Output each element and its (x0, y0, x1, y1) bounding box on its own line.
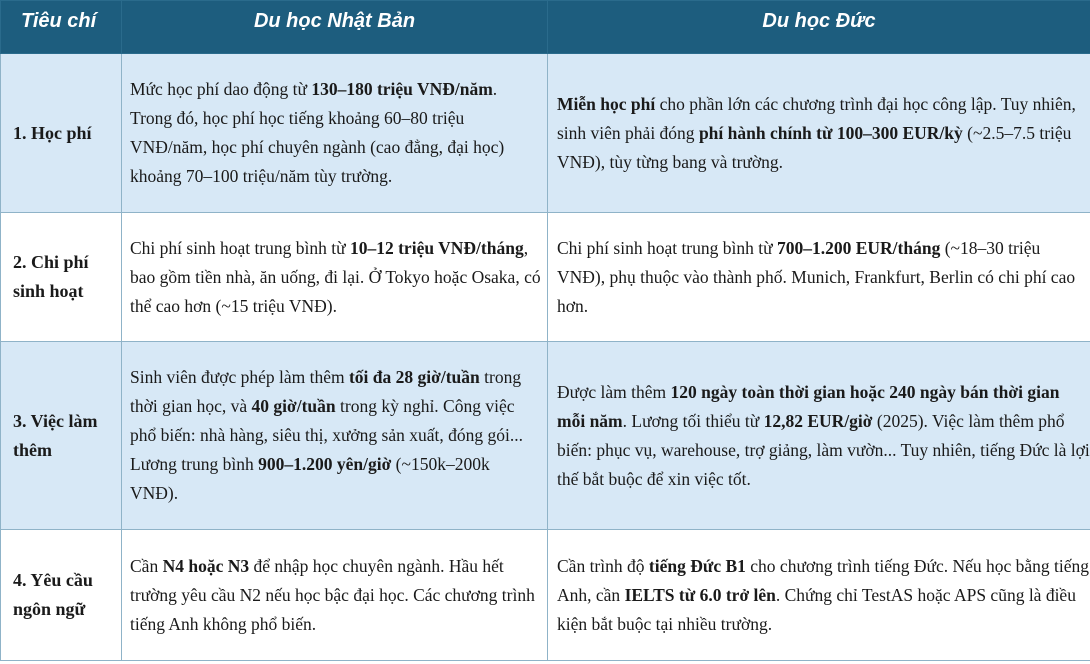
table-row-language (1, 530, 1090, 661)
japan-cell: Mức học phí dao động từ 130–180 triệu VNĐ/năm. Trong đó, học phí học tiếng khoảng 60–80 triệu VNĐ/năm, học phí chuyên ngành (cao đẳng, đại học) khoảng 70–100 triệu/năm tùy trường. (122, 54, 548, 213)
header-row (1, 1, 1090, 54)
criteria-cell: 1. Học phí (1, 54, 122, 213)
table-row-tuition (1, 54, 1090, 213)
table-row-living-cost (1, 213, 1090, 342)
header-criteria: Tiêu chí (1, 1, 122, 54)
header-japan: Du học Nhật Bản (122, 1, 548, 54)
germany-cell: Cần trình độ tiếng Đức B1 cho chương trình tiếng Đức. Nếu học bằng tiếng Anh, cần IELTS từ 6.0 trở lên. Chứng chỉ TestAS hoặc APS cũng là điều kiện bắt buộc tại nhiều trường. (548, 530, 1090, 661)
criteria-cell: 3. Việc làm thêm (1, 342, 122, 530)
criteria-cell: 4. Yêu cầu ngôn ngữ (1, 530, 122, 661)
germany-cell: Chi phí sinh hoạt trung bình từ 700–1.200 EUR/tháng (~18–30 triệu VNĐ), phụ thuộc vào thành phố. Munich, Frankfurt, Berlin có chi phí cao hơn. (548, 213, 1090, 342)
japan-cell: Chi phí sinh hoạt trung bình từ 10–12 triệu VNĐ/tháng, bao gồm tiền nhà, ăn uống, đi lại. Ở Tokyo hoặc Osaka, có thể cao hơn (~15 triệu VNĐ). (122, 213, 548, 342)
criteria-cell: 2. Chi phí sinh hoạt (1, 213, 122, 342)
table-row-part-time-work (1, 342, 1090, 530)
germany-cell: Được làm thêm 120 ngày toàn thời gian hoặc 240 ngày bán thời gian mỗi năm. Lương tối thiểu từ 12,82 EUR/giờ (2025). Việc làm thêm phổ biến: phục vụ, warehouse, trợ giảng, làm vườn... Tuy nhiên, tiếng Đức là lợi thế bắt buộc để xin việc tốt. (548, 342, 1090, 530)
japan-cell: Sinh viên được phép làm thêm tối đa 28 giờ/tuần trong thời gian học, và 40 giờ/tuần trong kỳ nghỉ. Công việc phổ biến: nhà hàng, siêu thị, xưởng sản xuất, đóng gói... Lương trung bình 900–1.200 yên/giờ (~150k–200k VNĐ). (122, 342, 548, 530)
header-germany: Du học Đức (548, 1, 1090, 54)
germany-cell: Miễn học phí cho phần lớn các chương trình đại học công lập. Tuy nhiên, sinh viên phải đóng phí hành chính từ 100–300 EUR/kỳ (~2.5–7.5 triệu VNĐ), tùy từng bang và trường. (548, 54, 1090, 213)
japan-cell: Cần N4 hoặc N3 để nhập học chuyên ngành. Hầu hết trường yêu cầu N2 nếu học bậc đại học. Các chương trình tiếng Anh không phổ biến. (122, 530, 548, 661)
